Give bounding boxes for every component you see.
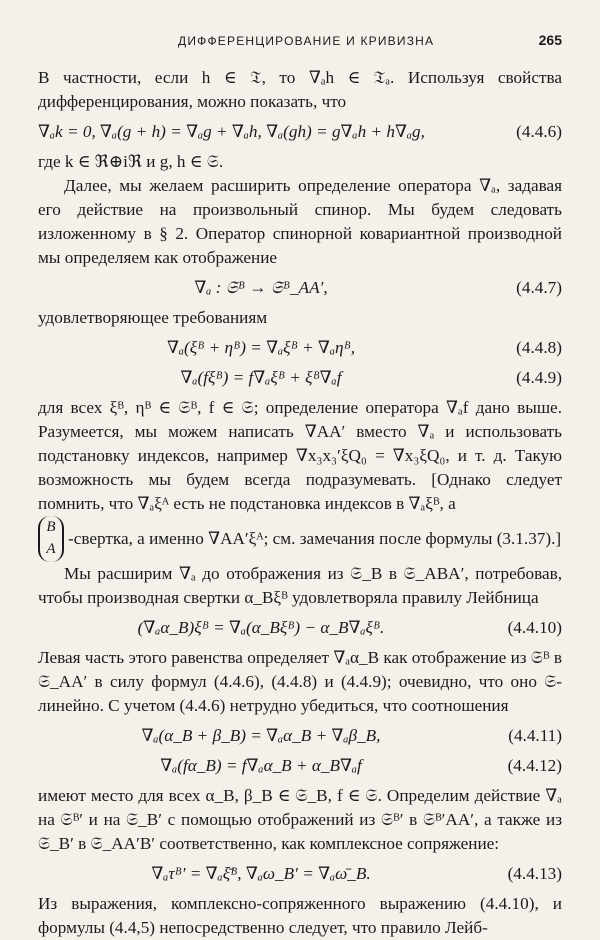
equation-expression: ∇ₐ : 𝔖ᴮ → 𝔖ᴮ_AA′, <box>194 278 328 297</box>
bracket-bottom-index: A <box>46 541 56 557</box>
paragraph-6: Мы расширим ∇ₐ до отображения из 𝔖_B в 𝔖_ABA′, потребовав, чтобы производная свертки α_Bξᴮ удовлетворяла правилу Лейбница <box>38 564 562 607</box>
paragraph-3: Далее, мы желаем расширить определение оператора ∇ₐ, задавая его действие на произвольный спинор. Мы будем следовать изложенному в § 2. Оператор спинорной ковариантной производной мы определяем как отображение <box>38 176 562 267</box>
bracket-top-index: B <box>46 519 56 535</box>
contraction-text: -свертка, а именно ∇AA′ξᴬ; см. замечания после формулы (3.1.37).] <box>68 529 562 548</box>
running-title: ДИФФЕРЕНЦИРОВАНИЕ И КРИВИЗНА <box>178 34 435 48</box>
equation-4-4-6 <box>38 120 562 144</box>
equation-expression: ∇ₐk = 0, ∇ₐ(g + h) = ∇ₐg + ∇ₐh, ∇ₐ(gh) = g∇ₐh + h∇ₐg, <box>38 122 425 141</box>
equation-label: (4.4.8) <box>516 338 562 357</box>
equation-label: (4.4.12) <box>507 756 562 775</box>
equation-label: (4.4.7) <box>516 278 562 297</box>
equation-4-4-13 <box>38 862 562 886</box>
equation-expression: ∇ₐ(α_B + β_B) = ∇ₐα_B + ∇ₐβ_B, <box>141 726 381 745</box>
paragraph-8: имеют место для всех α_B, β_B ∈ 𝔖_B, f ∈ 𝔖. Определим действие ∇ₐ на 𝔖ᴮ′ и на 𝔖_B′ с помощью отображений из 𝔖ᴮ′ в 𝔖ᴮ′AA′, а также из 𝔖_B′ в 𝔖_AA′B′ соответственно, как комплексное сопряжение: <box>38 786 562 853</box>
paragraph-9: Из выражения, комплексно-сопряженного выражению (4.4.10), и формулы (4.4,5) непосредственно следует, что правило Лейб- <box>38 894 562 937</box>
paragraph-7: Левая часть этого равенства определяет ∇ₐα_B как отображение из 𝔖ᴮ в 𝔖_AA′ в силу формул (4.4.6), (4.4.8) и (4.4.9); очевидно, что оно 𝔖-линейно. С учетом (4.4.6) нетрудно убедиться, что соотношения <box>38 648 562 715</box>
equation-expression: ∇ₐ(fα_B) = f∇ₐα_B + α_B∇ₐf <box>160 756 362 775</box>
equation-4-4-10 <box>38 616 562 640</box>
equation-4-4-9 <box>38 366 562 390</box>
equation-4-4-7 <box>38 276 562 300</box>
paragraph-4: удовлетворяющее требованиям <box>38 308 268 327</box>
equation-expression: ∇ₐτᴮ′ = ∇ₐξ̄ᴮ, ∇ₐω_B′ = ∇ₐω̄_B. <box>151 864 371 883</box>
equation-4-4-12 <box>38 754 562 778</box>
contraction-line <box>38 516 562 562</box>
equation-expression: (∇ₐα_B)ξᴮ = ∇ₐ(α_Bξᴮ) − α_B∇ₐξᴮ. <box>137 618 385 637</box>
equation-label: (4.4.10) <box>507 618 562 637</box>
index-pair-bracket <box>38 516 64 562</box>
paragraph-2: где k ∈ ℜ⊕iℜ и g, h ∈ 𝔖. <box>38 152 224 171</box>
page-number: 265 <box>538 32 562 48</box>
equation-label: (4.4.9) <box>516 368 562 387</box>
equation-label: (4.4.11) <box>508 726 562 745</box>
equation-label: (4.4.13) <box>507 864 562 883</box>
equation-4-4-8 <box>38 336 562 360</box>
equation-4-4-11 <box>38 724 562 748</box>
equation-expression: ∇ₐ(ξᴮ + ηᴮ) = ∇ₐξᴮ + ∇ₐηᴮ, <box>166 338 355 357</box>
equation-label: (4.4.6) <box>516 122 562 141</box>
page-header <box>38 32 562 48</box>
paragraph-5: для всех ξᴮ, ηᴮ ∈ 𝔖ᴮ, f ∈ 𝔖; определение оператора ∇ₐf дано выше. Разумеется, мы можем написать ∇AA′ вместо ∇ₐ и использовать подстановку индексов, например ∇x₃x₃′ξQ₀ = ∇x₃ξQ₀, и т. д. Такую возможность мы будем всегда подразумевать. [Однако следует помнить, что ∇ₐξᴬ есть не подстановка индексов в ∇ₐξᴮ, а <box>38 398 562 513</box>
paragraph-1: В частности, если h ∈ 𝔗, то ∇ₐh ∈ 𝔗ₐ. Используя свойства дифференцирования, можно показать, что <box>38 68 562 111</box>
equation-expression: ∇ₐ(fξᴮ) = f∇ₐξᴮ + ξᴮ∇ₐf <box>180 368 342 387</box>
